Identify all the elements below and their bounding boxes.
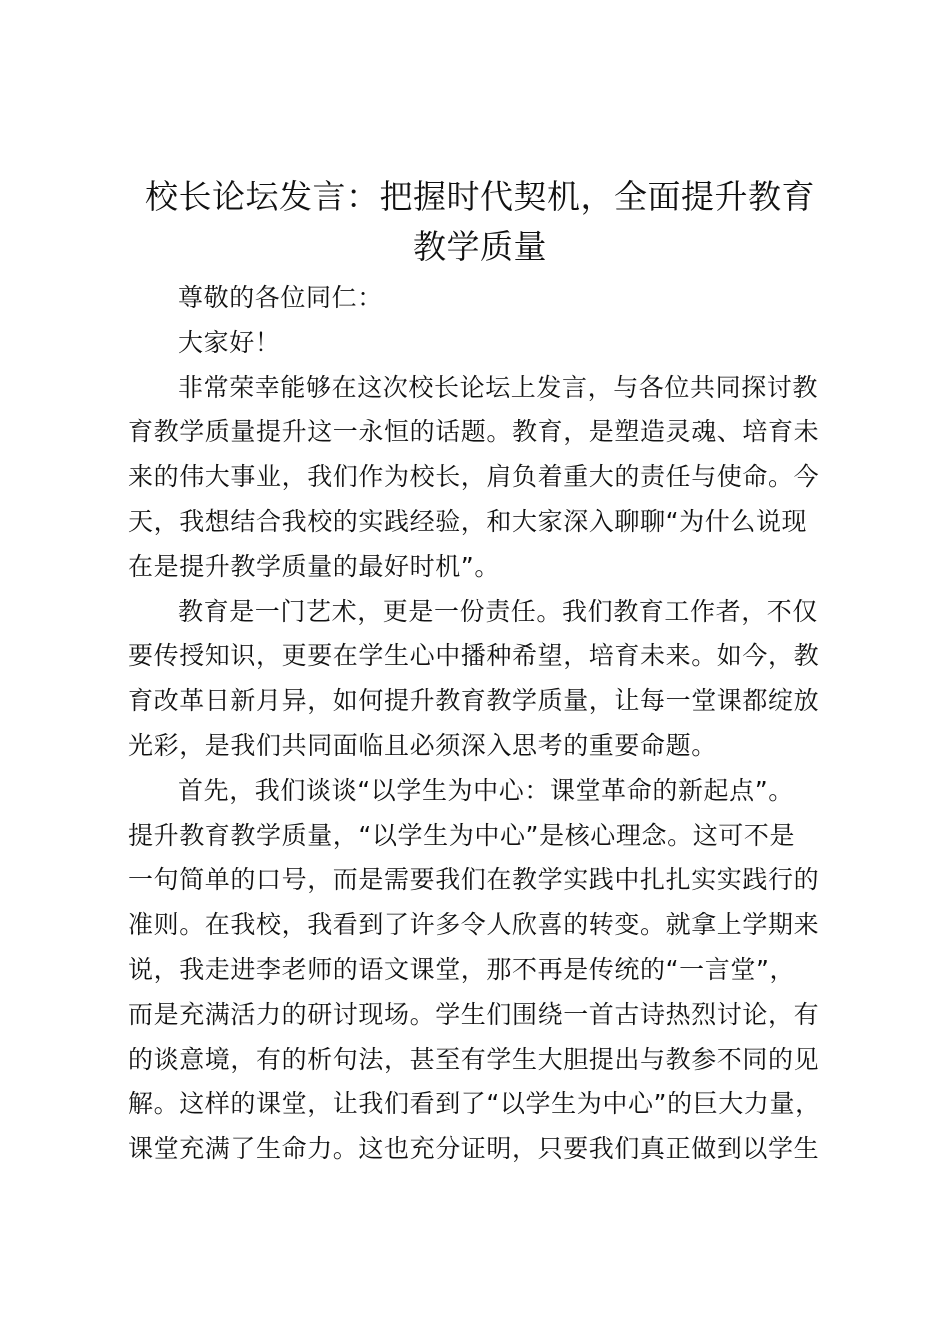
paragraph-line: 育教学质量提升这一永恒的话题。教育，是塑造灵魂、培育未 bbox=[128, 417, 820, 447]
paragraph-line: 说，我走进李老师的语文课堂，那不再是传统的“一言堂”， bbox=[128, 954, 796, 984]
greeting-text: 大家好！ bbox=[178, 327, 281, 357]
paragraph-line: 首先，我们谈谈“以学生为中心：课堂革命的新起点”。 bbox=[178, 775, 794, 805]
document-body bbox=[128, 276, 832, 1172]
paragraph-line: 育改革日新月异，如何提升教育教学质量，让每一堂课都绽放 bbox=[128, 686, 820, 716]
paragraph-2 bbox=[128, 590, 832, 769]
paragraph-line: 一句简单的口号，而是需要我们在教学实践中扎扎实实践行的 bbox=[128, 865, 820, 895]
greeting bbox=[128, 321, 832, 366]
paragraph-1 bbox=[128, 366, 832, 590]
paragraph-line: 而是充满活力的研讨现场。学生们围绕一首古诗热烈讨论，有 bbox=[128, 999, 820, 1029]
document-title bbox=[120, 172, 840, 272]
salutation bbox=[128, 276, 832, 321]
paragraph-line: 教育是一门艺术，更是一份责任。我们教育工作者，不仅 bbox=[178, 596, 819, 626]
paragraph-3 bbox=[128, 769, 832, 1172]
paragraph-line: 非常荣幸能够在这次校长论坛上发言，与各位共同探讨教 bbox=[178, 372, 819, 402]
paragraph-line: 要传授知识，更要在学生心中播种希望，培育未来。如今，教 bbox=[128, 641, 820, 671]
paragraph-line: 在是提升教学质量的最好时机”。 bbox=[128, 551, 500, 581]
paragraph-line: 天，我想结合我校的实践经验，和大家深入聊聊“为什么说现 bbox=[128, 506, 808, 536]
title-line-2: 教学质量 bbox=[413, 227, 547, 266]
paragraph-line: 准则。在我校，我看到了许多令人欣喜的转变。就拿上学期来 bbox=[128, 910, 820, 940]
paragraph-line: 来的伟大事业，我们作为校长，肩负着重大的责任与使命。今 bbox=[128, 462, 820, 492]
paragraph-line: 的谈意境，有的析句法，甚至有学生大胆提出与教参不同的见 bbox=[128, 1044, 820, 1074]
paragraph-line: 光彩，是我们共同面临且必须深入思考的重要命题。 bbox=[128, 730, 717, 760]
title-line-1: 校长论坛发言：把握时代契机，全面提升教育 bbox=[145, 177, 815, 216]
paragraph-line: 解。这样的课堂，让我们看到了“以学生为中心”的巨大力量， bbox=[128, 1089, 821, 1119]
paragraph-line: 课堂充满了生命力。这也充分证明，只要我们真正做到以学生 bbox=[128, 1134, 820, 1164]
salutation-text: 尊敬的各位同仁： bbox=[178, 283, 383, 312]
paragraph-line: 提升教育教学质量，“以学生为中心”是核心理念。这可不是 bbox=[128, 820, 796, 850]
